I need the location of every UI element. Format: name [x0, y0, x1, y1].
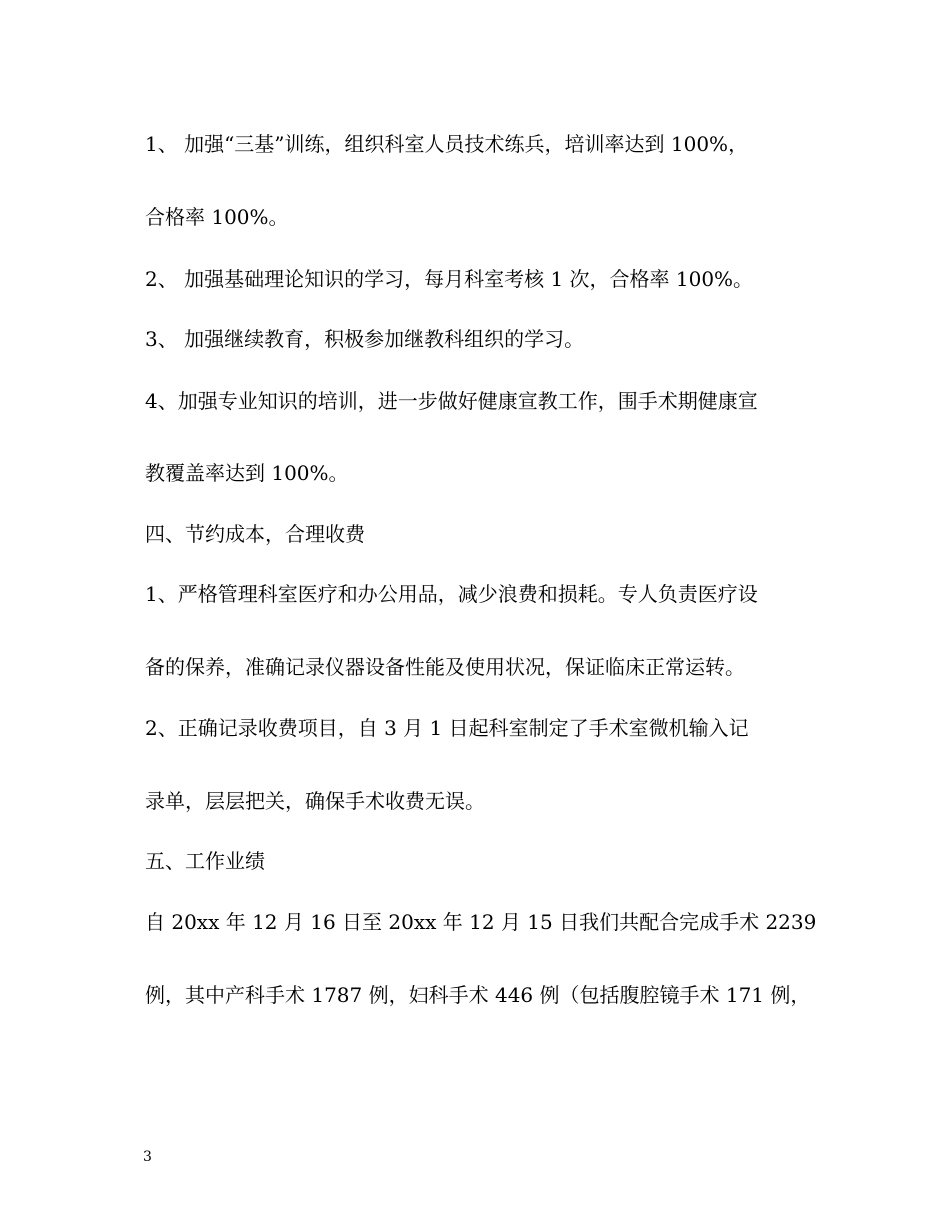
text-line-fee-verification: 录单，层层把关，确保手术收费无误。 [145, 789, 485, 813]
text-line-basic-theory: 2、 加强基础理论知识的学习，每月科室考核 1 次，合格率 100%。 [145, 267, 754, 291]
text-line-surgery-breakdown: 例，其中产科手术 1787 例，妇科手术 446 例（包括腹腔镜手术 171 例， [145, 983, 811, 1007]
text-line-education-coverage: 教覆盖率达到 100%。 [145, 461, 349, 485]
text-line-equipment-maintenance: 备的保养，准确记录仪器设备性能及使用状况，保证临床正常运转。 [145, 655, 745, 679]
text-line-pass-rate: 合格率 100%。 [145, 205, 289, 229]
text-line-professional-training: 4、加强专业知识的培训，进一步做好健康宣教工作，围手术期健康宣 [145, 389, 758, 413]
text-line-fee-recording: 2、正确记录收费项目，自 3 月 1 日起科室制定了手术室微机输入记 [145, 716, 749, 740]
text-line-supplies-management: 1、严格管理科室医疗和办公用品，减少浪费和损耗。专人负责医疗设 [145, 582, 758, 606]
section-heading-cost-saving: 四、节约成本，合理收费 [145, 522, 365, 546]
page-number: 3 [143, 1149, 152, 1165]
text-line-surgery-total: 自 20xx 年 12 月 16 日至 20xx 年 12 月 15 日我们共配合完成手术 2239 [145, 910, 817, 934]
text-line-training-rate: 1、 加强“三基”训练，组织科室人员技术练兵，培训率达到 100%， [145, 132, 749, 156]
section-heading-performance: 五、工作业绩 [145, 849, 265, 873]
text-line-continuing-education: 3、 加强继续教育，积极参加继教科组织的学习。 [145, 327, 585, 351]
